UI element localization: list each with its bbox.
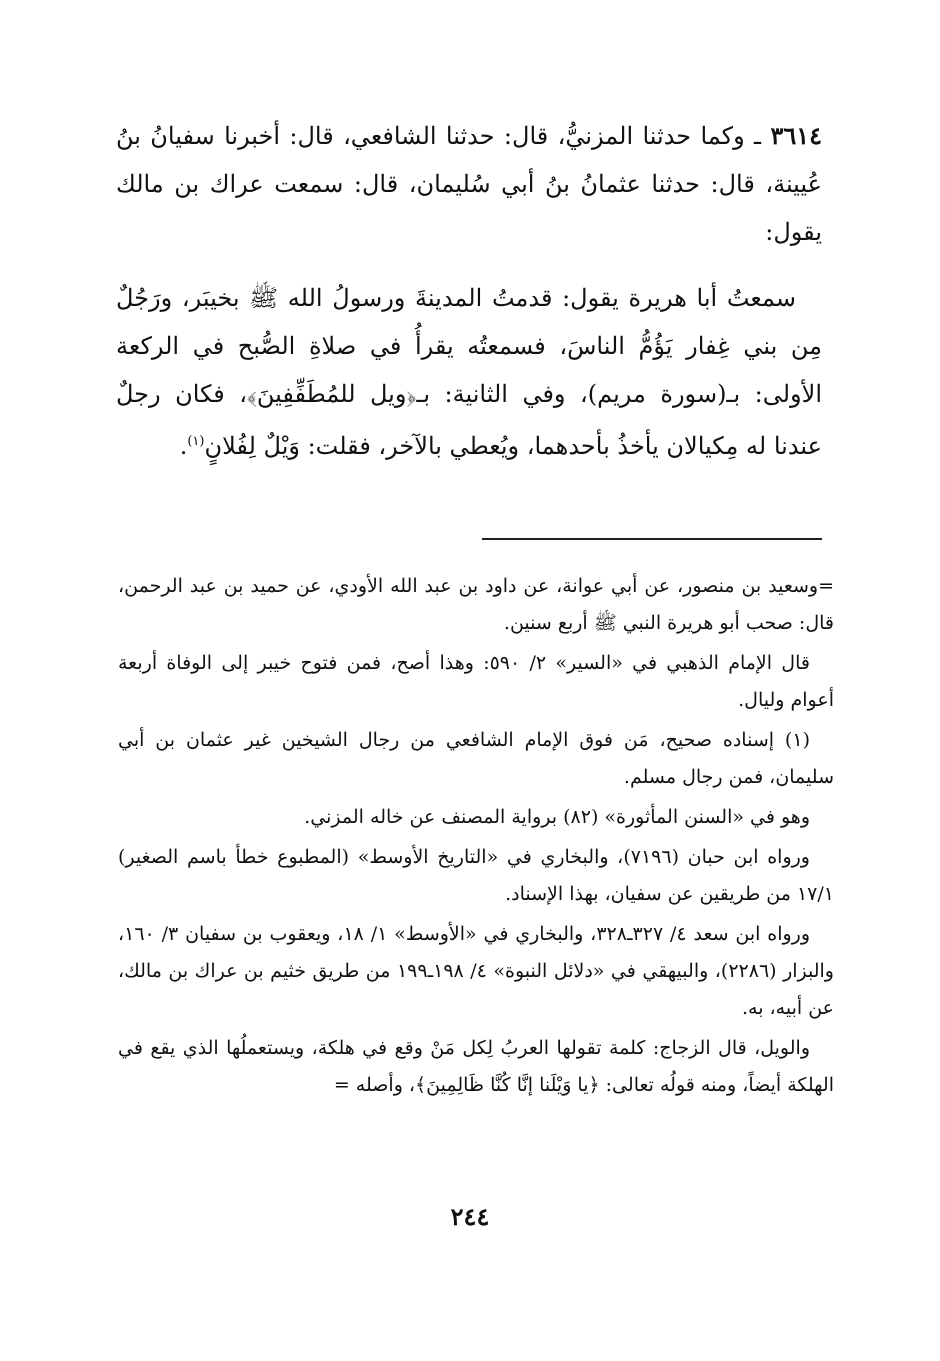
hadith-number: ٣٦١٤ [770, 121, 822, 150]
note-ibn-hibban: ورواه ابن حبان (٧١٩٦)، والبخاري في «التاريخ الأوسط» (المطبوع خطأ باسم الصغير) ١٧/١ من طريقين عن سفيان، بهذا الإسناد. [118, 846, 834, 905]
note-continuation: =وسعيد بن منصور، عن أبي عوانة، عن داود بن عبد الله الأودي، عن حميد بن عبد الرحمن، قال: صحب أبو هريرة النبي ﷺ أربع سنين. [118, 575, 834, 634]
matn-text: سمعتُ أبا هريرة يقول: قدمتُ المدينةَ ورسولُ الله ﷺ بخيبَر، ورَجُلٌ مِن بني غِفار يَؤُمُّ الناسَ، فسمعتُه يقرأُ في صلاةِ الصُّبح في الركعة الأولى: بـ(سورة مريم)، وفي الثانية: بـ﴿ويل للمُطَفِّفِينَ﴾، فكان رجلٌ عندنا له مِكيالان يأخذُ بأحدهما، ويُعطي بالآخر، فقلت: وَيْلٌ لِفُلانٍ [116, 284, 822, 460]
matn-end: . [179, 432, 188, 460]
page-number: ٢٤٤ [450, 1202, 490, 1231]
main-text [116, 112, 822, 470]
isnad-text: ـ وكما حدثنا المزنيُّ، قال: حدثنا الشافعي، قال: أخبرنا سفيانُ بنُ عُيينة، قال: حدثنا عثمانُ بنُ أبي سُليمان، قال: سمعت عراك بن مالك يقول: [116, 122, 822, 246]
footnote-ref: (١) [187, 434, 205, 449]
note-wayl: والويل، قال الزجاج: كلمة تقولها العربُ لِكل مَنْ وقع في هلكة، ويستعملُها الذي يقع في الهلكة أيضاً، ومنه قولُه تعالى: ﴿يا وَيْلَنا إنَّا كُنَّا ظَالِمِينَ﴾، وأصله = [118, 1037, 834, 1096]
footnotes [118, 568, 834, 1107]
isnad-paragraph [116, 112, 822, 256]
note-dhahabi: قال الإمام الذهبي في «السير» ٢/ ٥٩٠: وهذا أصح، فمن فتوح خيبر إلى الوفاة أربعة أعوام وليال. [118, 652, 834, 711]
footnote-1: (١) إسناده صحيح، مَن فوق الإمام الشافعي من رجال الشيخين غير عثمان بن أبي سليمان، فمن رجال مسلم. [118, 729, 834, 788]
note-ibn-saad: ورواه ابن سعد ٤/ ٣٢٧ـ٣٢٨، والبخاري في «الأوسط» ١/ ١٨، ويعقوب بن سفيان ٣/ ١٦٠، والبزار (٢٢٨٦)، والبيهقي في «دلائل النبوة» ٤/ ١٩٨ـ١٩٩ من طريق خثيم بن عراك بن مالك، عن أبيه، به. [118, 923, 834, 1019]
footnote-divider [482, 538, 822, 540]
note-sunan: وهو في «السنن المأثورة» (٨٢) برواية المصنف عن خاله المزني. [304, 806, 810, 828]
matn-paragraph [116, 274, 822, 470]
